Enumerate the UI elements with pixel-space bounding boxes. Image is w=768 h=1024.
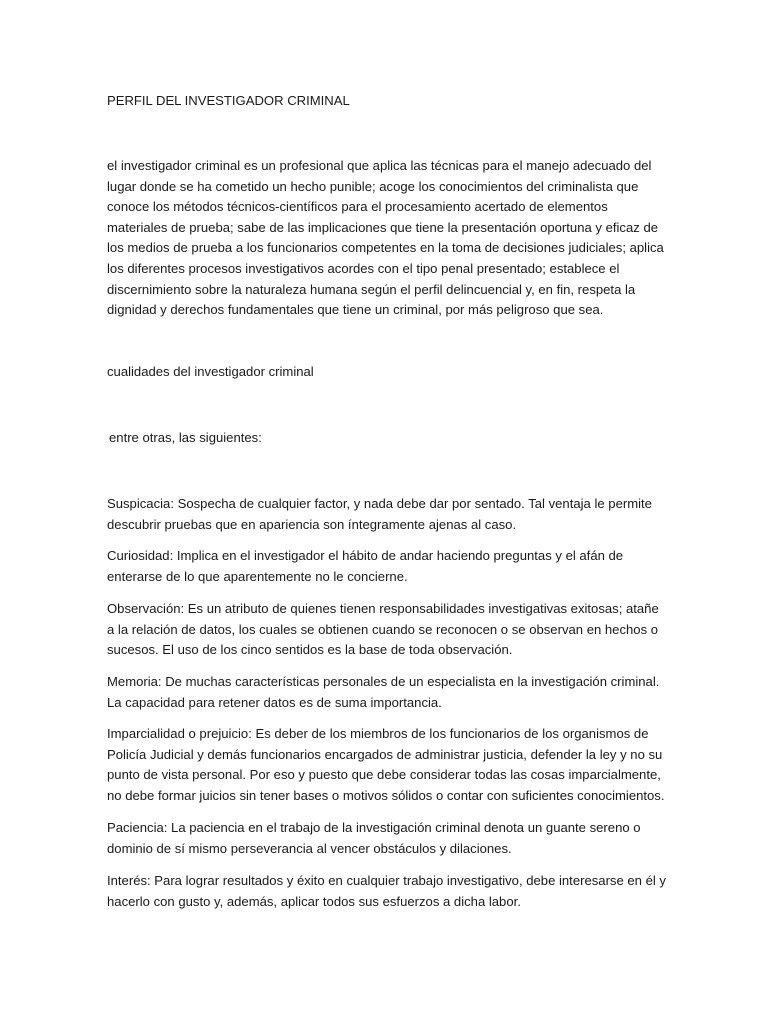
- quality-interes: Interés: Para lograr resultados y éxito en cualquier trabajo investigativo, debe interesarse en él y hacerlo con gusto y, además, aplicar todos sus esfuerzos a dicha labor.: [107, 873, 666, 909]
- quality-suspicacia: Suspicacia: Sospecha de cualquier factor, y nada debe dar por sentado. Tal ventaja le permite descubrir pruebas que en apariencia son íntegramente ajenas al caso.: [107, 496, 652, 532]
- qualities-heading: cualidades del investigador criminal: [107, 364, 314, 379]
- document-title: PERFIL DEL INVESTIGADOR CRIMINAL: [107, 93, 350, 108]
- quality-curiosidad: Curiosidad: Implica en el investigador el hábito de andar haciendo preguntas y el afán de enterarse de lo que aparentemente no le concierne.: [107, 548, 624, 584]
- quality-imparcialidad: Imparcialidad o prejuicio: Es deber de los miembros de los funcionarios de los organismos de Policía Judicial y demás funcionarios encargados de administrar justicia, defender la ley y no su punto de vista personal. Por eso y puesto que debe considerar todas las cosas imparcialmente, no debe formar juicios sin tener bases o motivos sólidos o contar con suficientes conocimientos.: [107, 726, 665, 803]
- intro-paragraph: el investigador criminal es un profesional que aplica las técnicas para el manejo adecuado del lugar donde se ha cometido un hecho punible; acoge los conocimientos del criminalista que conoce los métodos técnicos-científicos para el procesamiento acertado de elementos materiales de prueba; sabe de las implicaciones que tiene la presentación oportuna y eficaz de los medios de prueba a los funcionarios competentes en la toma de decisiones judiciales; aplica los diferentes procesos investigativos acordes con el tipo penal presentado; establece el discernimiento sobre la naturaleza humana según el perfil delincuencial y, en fin, respeta la dignidad y derechos fundamentales que tiene un criminal, por más peligroso que sea.: [107, 158, 664, 318]
- quality-paciencia: Paciencia: La paciencia en el trabajo de la investigación criminal denota un guante sereno o dominio de sí mismo perseverancia al vencer obstáculos y dilaciones.: [107, 820, 641, 856]
- quality-observacion: Observación: Es un atributo de quienes tienen responsabilidades investigativas exitosas; atañe a la relación de datos, los cuales se obtienen cuando se reconocen o se observan en hechos o sucesos. El uso de los cinco sentidos es la base de toda observación.: [107, 601, 659, 658]
- qualities-lead: entre otras, las siguientes:: [109, 430, 262, 445]
- quality-memoria: Memoria: De muchas características personales de un especialista en la investigación criminal. La capacidad para retener datos es de suma importancia.: [107, 674, 660, 710]
